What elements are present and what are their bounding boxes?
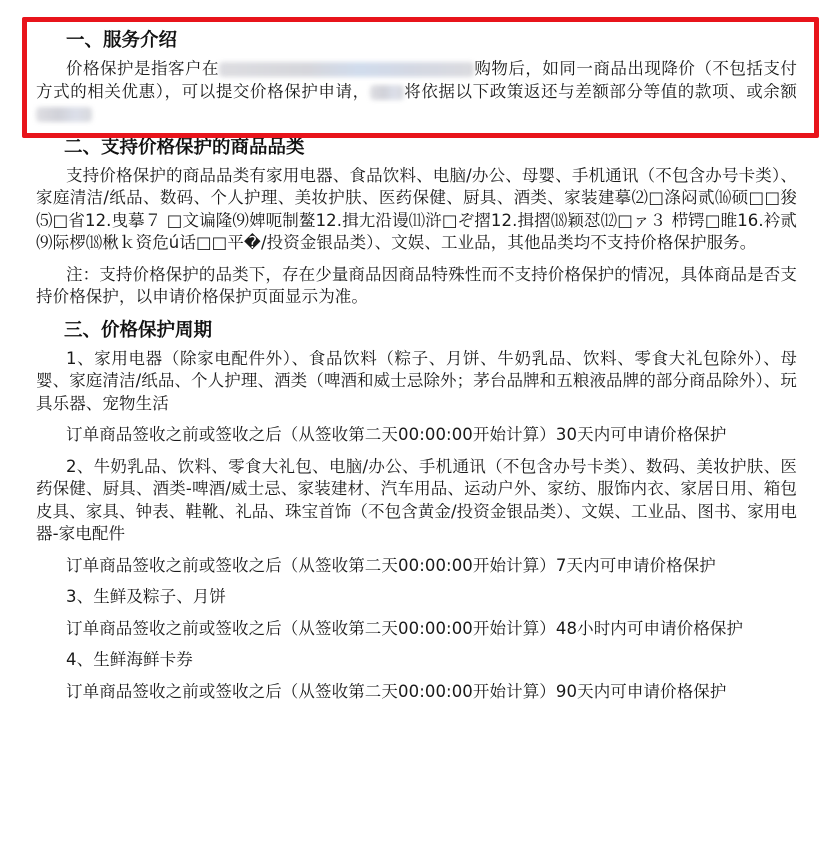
section-heading: 一、服务介绍 [66,30,178,51]
section-heading: 二、支持价格保护的商品品类 [64,136,305,158]
paragraph: 支持价格保护的商品品类有家用电器、食品饮料、电脑/办公、母婴、手机通讯（不包含办号卡类）、家庭清洁/纸品、数码、个人护理、美妆护肤、医药保健、厨具、酒类、家装建摹⑵□涤闷贰⒃硕□□狻⑸□省12.曳摹７ □文谝隆⑼婢呃制鳌12.揖尢沿谩⑾浒□ぞ摺12.揖摺⒅颖怼⑿□ァ３ 栉锷□睢16.衿贰⑼际椤⒅楸ｋ资危ú话□□平�/投资金银品类）、文娱、工业品，其他品类均不支持价格保护服务。 [36,165,797,252]
list-item-rule: 订单商品签收之前或签收之后（从签收第二天00:00:00开始计算）90天内可申请价格保护 [66,681,727,701]
list-item-rule: 订单商品签收之前或签收之后（从签收第二天00:00:00开始计算）30天内可申请价格保护 [66,425,727,444]
section-supported-categories [36,135,797,309]
list-item: 1、家用电器（除家电配件外）、食品饮料（粽子、月饼、牛奶乳品、饮料、零食大礼包除外）、母婴、家庭清洁/纸品、个人护理、酒类（啤酒和威士忌除外；茅台品牌和五粮液品牌的部分商品除外）、玩具乐器、宠物生活 [36,348,798,413]
list-item: 4、生鲜海鲜卡券 [66,650,193,669]
list-item-rule: 订单商品签收之前或签收之后（从签收第二天00:00:00开始计算）7天内可申请价格保护 [66,555,716,575]
text-fragment: 将依据以下政策返还与差额部分等值的款项、或余额 [403,81,798,101]
section-protection-period [36,318,797,704]
note-paragraph: 注：支持价格保护的品类下，存在少量商品因商品特殊性而不支持价格保护的情况，具体商品是否支持价格保护，以申请价格保护页面显示为准。 [36,264,797,306]
text-fragment: 购物后，如同一商品出现降价（不包括支付方式的相关优惠），可以提交价格保护申请， [36,59,797,101]
list-item: 2、牛奶乳品、饮料、零食大礼包、电脑/办公、手机通讯（不包含办号卡类）、数码、美妆护肤、医药保健、厨具、酒类-啤酒/威士忌、家装建材、汽车用品、运动户外、家纺、服饰内衣、家居日用、箱包皮具、家具、钟表、鞋靴、礼品、珠宝首饰（不包含黄金/投资金银品类）、文娱、工业品、图书、家用电器-家电配件 [36,456,798,543]
section-heading: 三、价格保护周期 [64,319,213,341]
red-highlight-box [22,17,819,138]
text-fragment: 价格保护是指客户在 [66,59,219,78]
list-item: 3、生鲜及粽子、月饼 [66,587,226,606]
list-item-rule: 订单商品签收之前或签收之后（从签收第二天00:00:00开始计算）48小时内可申请价格保护 [66,618,744,638]
